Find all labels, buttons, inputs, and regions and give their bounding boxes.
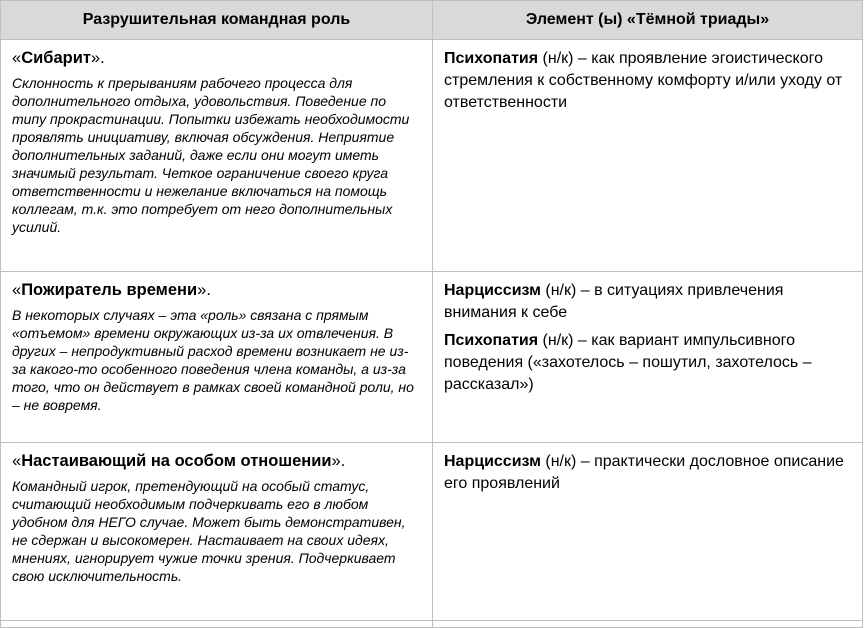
role-name: Сибарит: [21, 49, 91, 67]
role-description: Склонность к прерываниям рабочего процесса для дополнительного отдыха, удовольствия. Поведение по типу прокрастинации. Попытки избежать необходимости проявлять инициативу, включая обсуждения. Неприятие дополнительных заданий, даже если они могут иметь значимый результат. Четкое ограничение своего круга ответственности и нежелание включаться на помощь коллегам, т.к. это потребует от него дополнительных усилий.: [12, 75, 410, 235]
role-name: Пожиратель времени: [21, 281, 198, 299]
trait-name: Нарциссизм: [444, 453, 541, 470]
role-cell: [1, 621, 433, 628]
trait-text: (н/к) – практически дословное описание его проявлений: [444, 453, 844, 492]
trait-entry: [444, 330, 852, 396]
table-row: [1, 40, 863, 272]
table-row: [1, 443, 863, 621]
role-description: В некоторых случаях – эта «роль» связана с прямым «отъемом» времени окружающих из-за их отвлечения. В других – непродуктивный расход времени возникает не из-за какого-то особенного поведения члена команды, а из-за того, что он действует в рамках своей командной роли, но – не вовремя.: [12, 307, 414, 413]
trait-entry: [444, 280, 852, 324]
role-cell: [1, 272, 433, 443]
trait-name: Психопатия: [444, 50, 539, 67]
role-name: Настаивающий на особом отношении: [21, 452, 332, 470]
role-cell: [1, 443, 433, 621]
dark-triad-cell: [433, 272, 863, 443]
trait-entry: [444, 451, 852, 495]
role-description: Командный игрок, претендующий на особый статус, считающий необходимым подчеркивать его в любом удобном для НЕГО случае. Может быть демонстративен, не сдержан и высокомерен. Настаивает на своих идеях, мнениях, игнорирует чужие точки зрения. Подчеркивает свою исключительность.: [12, 478, 406, 584]
dark-triad-cell: [433, 40, 863, 272]
trait-name: Нарциссизм: [444, 282, 541, 299]
trait-entry: [444, 48, 852, 114]
role-title: «Пожиратель времени».: [12, 281, 211, 299]
dark-triad-cell: [433, 443, 863, 621]
table-row: [1, 621, 863, 628]
trait-text: (н/к) – как проявление эгоистического стремления к собственному комфорту и/или уходу от ответственности: [444, 50, 843, 111]
role-title: «Настаивающий на особом отношении».: [12, 452, 346, 470]
role-cell: [1, 40, 433, 272]
column-header-role: Разрушительная командная роль: [1, 1, 433, 40]
dark-triad-cell: [433, 621, 863, 628]
role-title: «Сибарит».: [12, 49, 105, 67]
column-header-dark-triad: Элемент (ы) «Тёмной триады»: [433, 1, 863, 40]
table-header-row: [1, 1, 863, 40]
trait-text: (н/к) – как вариант импульсивного поведения («захотелось – пошутил, захотелось – рассказал»): [444, 332, 812, 393]
trait-name: Психопатия: [444, 332, 539, 349]
trait-text: (н/к) – в ситуациях привлечения внимания к себе: [444, 282, 784, 321]
table-row: [1, 272, 863, 443]
